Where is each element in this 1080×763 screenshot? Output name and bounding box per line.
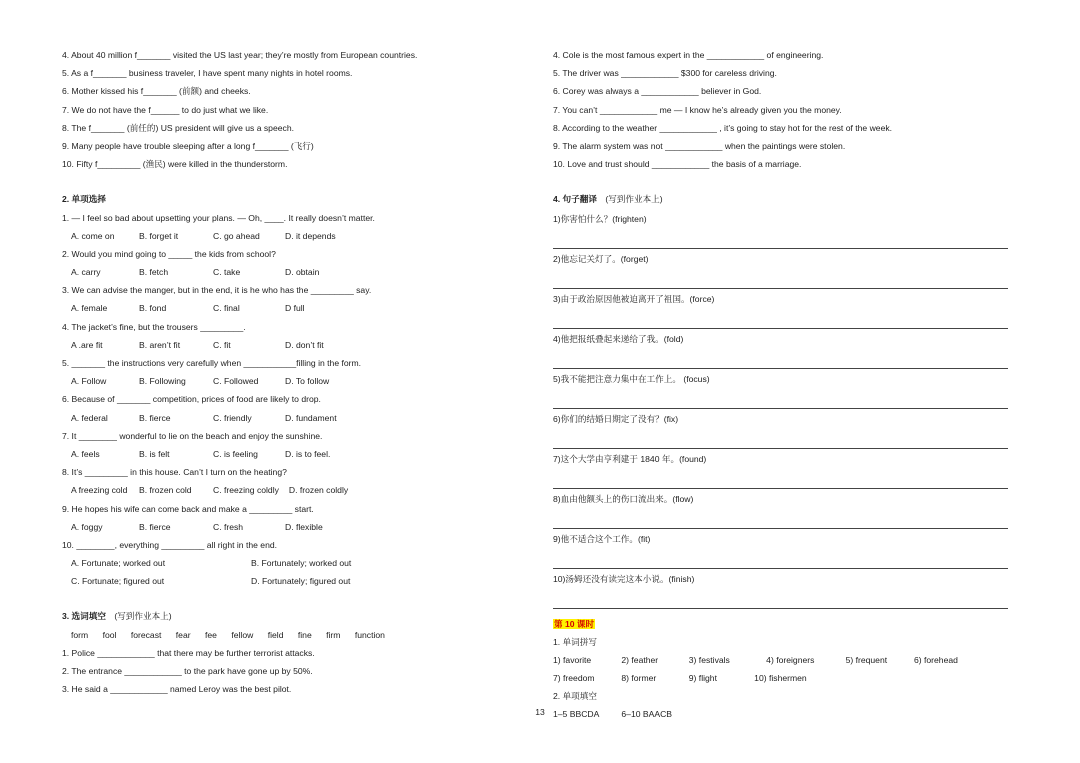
answer-item: 2) feather bbox=[621, 654, 659, 665]
section-title-text: 3. 选词填空 bbox=[62, 611, 106, 622]
list-item: 2. The entrance ____________ to the park have gone up by 50%. bbox=[62, 666, 313, 676]
answer-item: 10) fishermen bbox=[754, 673, 807, 684]
option-item: B. fetch bbox=[139, 267, 169, 278]
section-title-text: 4. 句子翻译 bbox=[553, 194, 597, 205]
question-item: 3. We can advise the manger, but in the end, it is he who has the _________ say. bbox=[62, 285, 372, 296]
list-item: 7. We do not have the f______ to do just what we like. bbox=[62, 104, 269, 115]
question-item: 1. — I feel so bad about upsetting your plans. — Oh, ____. It really doesn’t matter. bbox=[62, 212, 375, 223]
answer-item: 5) frequent bbox=[845, 654, 888, 665]
option-row bbox=[62, 481, 502, 499]
option-item: A. federal bbox=[71, 412, 108, 423]
option-item: C. friendly bbox=[213, 412, 252, 423]
answer-line bbox=[553, 510, 1008, 529]
option-item: B. frozen cold bbox=[139, 485, 192, 496]
option-item: A. female bbox=[71, 303, 108, 314]
option-item: D. Fortunately; figured out bbox=[251, 576, 351, 587]
option-row bbox=[62, 445, 502, 463]
translation-item: 9)他不适合这个工作。(fit) bbox=[553, 533, 651, 544]
page-number: 13 bbox=[535, 707, 545, 717]
option-item: B. fierce bbox=[139, 521, 171, 532]
list-item: 7. You can’t ____________ me — I know he’s already given you the money. bbox=[553, 104, 842, 115]
list-item: 4. About 40 million f_______ visited the US last year; they’re mostly from European countries. bbox=[62, 50, 418, 60]
option-item: B. forget it bbox=[139, 230, 179, 241]
translation-item: 8)血由他额头上的伤口流出来。(flow) bbox=[553, 493, 694, 504]
option-row bbox=[62, 409, 502, 427]
question-item: 2. Would you mind going to _____ the kids from school? bbox=[62, 248, 276, 259]
list-item: 10. Fifty f_________ (渔民) were killed in the thunderstorm. bbox=[62, 159, 288, 170]
option-item: D. obtain bbox=[285, 267, 320, 278]
question-item: 4. The jacket’s fine, but the trousers _________. bbox=[62, 321, 246, 332]
answer-part1-row1 bbox=[553, 651, 1008, 669]
option-item: C. fit bbox=[213, 339, 231, 350]
list-item: 5. The driver was ____________ $300 for careless driving. bbox=[553, 68, 777, 79]
multiple-choice-list bbox=[62, 209, 502, 591]
option-item: B. is felt bbox=[139, 448, 170, 459]
word-bank-item: fellow bbox=[231, 629, 254, 640]
option-item: A. Follow bbox=[71, 376, 107, 387]
answer-line bbox=[553, 310, 1008, 329]
list-item: 1. Police ____________ that there may be further terrorist attacks. bbox=[62, 647, 315, 658]
answer-line bbox=[553, 350, 1008, 369]
option-item: C. take bbox=[213, 267, 241, 278]
answer-item: 8) former bbox=[621, 673, 657, 684]
answer-part1-title: 1. 单词拼写 bbox=[553, 636, 597, 647]
section-title-word-fill bbox=[62, 607, 502, 625]
translation-item: 5)我不能把注意力集中在工作上。 (focus) bbox=[553, 373, 710, 384]
translation-item: 1)你害怕什么？(frighten) bbox=[553, 213, 647, 224]
word-bank-item: forecast bbox=[130, 629, 162, 640]
option-item: D. fundament bbox=[285, 412, 337, 423]
section-title-translation bbox=[553, 190, 1008, 208]
answer-item: 3) festivals bbox=[688, 654, 730, 665]
list-item: 6. Corey was always a ____________ believer in God. bbox=[553, 86, 762, 97]
answer-item: 4) foreigners bbox=[766, 654, 815, 665]
option-item: A. Fortunate; worked out bbox=[71, 558, 166, 569]
answer-lesson-title: 第 10 课时 bbox=[554, 618, 595, 629]
list-item: 8. The f_______ (前任的) US president will give us a speech. bbox=[62, 122, 294, 133]
option-item: A. carry bbox=[71, 267, 101, 278]
translation-item: 7)这个大学由亨利建于 1840 年。(found) bbox=[553, 453, 707, 464]
answer-item: 6) forehead bbox=[913, 654, 958, 665]
option-row bbox=[62, 336, 502, 354]
option-row bbox=[62, 518, 502, 536]
word-bank-item: firm bbox=[326, 629, 341, 640]
option-item: C. Followed bbox=[213, 376, 259, 387]
option-item: D. To follow bbox=[285, 376, 330, 387]
option-item: C. freezing coldly bbox=[213, 485, 279, 496]
question-item: 8. It’s _________ in this house. Can’t I turn on the heating? bbox=[62, 467, 287, 478]
option-item: D. don’t fit bbox=[285, 339, 324, 350]
translation-item: 2)他忘记关灯了。(forget) bbox=[553, 253, 649, 264]
word-bank-item: field bbox=[267, 629, 284, 640]
option-item: D. flexible bbox=[285, 521, 323, 532]
word-bank-item: fear bbox=[175, 629, 191, 640]
question-item: 9. He hopes his wife can come back and make a _________ start. bbox=[62, 503, 314, 514]
option-row bbox=[62, 572, 502, 590]
list-item: 8. According to the weather ____________ , it’s going to stay hot for the rest of the week. bbox=[553, 122, 893, 133]
question-item: 5. _______ the instructions very carefully when ___________filling in the form. bbox=[62, 358, 362, 368]
answer-line bbox=[553, 390, 1008, 409]
list-item: 9. The alarm system was not ____________ when the paintings were stolen. bbox=[553, 140, 846, 151]
option-item: A. come on bbox=[71, 230, 115, 241]
option-row bbox=[62, 372, 502, 390]
answer-line bbox=[553, 230, 1008, 249]
answer-line bbox=[553, 590, 1008, 609]
option-item: D. it depends bbox=[285, 230, 336, 241]
translation-item: 3)由于政治原因他被迫离开了祖国。(force) bbox=[553, 293, 715, 304]
answer-line bbox=[553, 270, 1008, 289]
list-item: 4. Cole is the most famous expert in the ____________ of engineering. bbox=[553, 50, 824, 60]
section-title-multiple-choice: 2. 单项选择 bbox=[62, 194, 106, 205]
option-row bbox=[62, 299, 502, 317]
option-item: B. aren’t fit bbox=[139, 339, 181, 350]
option-item: A. feels bbox=[71, 448, 100, 459]
translation-item: 6)你们的结婚日期定了没有？(fix) bbox=[553, 413, 679, 424]
option-item: B. Fortunately; worked out bbox=[251, 558, 352, 569]
option-item: D. frozen coldly bbox=[288, 485, 349, 496]
question-item: 6. Because of _______ competition, prices of food are likely to drop. bbox=[62, 394, 321, 405]
option-row bbox=[62, 554, 502, 572]
right-column bbox=[553, 46, 1008, 724]
word-bank-item: fine bbox=[297, 629, 312, 640]
answer-item: 7) freedom bbox=[553, 673, 595, 684]
word-bank-item: function bbox=[354, 629, 385, 640]
section-title-note: (写到作业本上) bbox=[605, 194, 663, 205]
answer-lesson-title-row bbox=[553, 615, 1008, 633]
translation-item: 10)汤姆还没有读完这本小说。(finish) bbox=[553, 573, 695, 584]
option-item: C. fresh bbox=[213, 521, 244, 532]
option-item: A .are fit bbox=[71, 339, 103, 350]
answer-line bbox=[553, 470, 1008, 489]
answer-part2-row bbox=[553, 705, 1008, 723]
option-item: B. fierce bbox=[139, 412, 171, 423]
option-row bbox=[62, 263, 502, 281]
option-row bbox=[62, 227, 502, 245]
question-item: 7. It ________ wonderful to lie on the beach and enjoy the sunshine. bbox=[62, 430, 323, 441]
option-item: C. is feeling bbox=[213, 448, 258, 459]
word-bank bbox=[62, 626, 502, 644]
list-item: 9. Many people have trouble sleeping after a long f_______ (飞行) bbox=[62, 140, 314, 151]
left-column bbox=[62, 46, 502, 698]
answer-part1-row2 bbox=[553, 669, 1008, 687]
answer-part2-title: 2. 单项填空 bbox=[553, 691, 597, 702]
fill-continued-list bbox=[62, 46, 502, 173]
option-item: C. final bbox=[213, 303, 240, 314]
answer-line bbox=[553, 550, 1008, 569]
answer-item: 6–10 BAACB bbox=[621, 709, 673, 720]
answer-item: 1–5 BBCDA bbox=[553, 709, 600, 720]
list-item: 3. He said a ____________ named Leroy was the best pilot. bbox=[62, 684, 292, 695]
answer-item: 1) favorite bbox=[553, 654, 592, 665]
word-bank-item: form bbox=[71, 629, 89, 640]
option-item: B. fond bbox=[139, 303, 167, 314]
option-item: A. foggy bbox=[71, 521, 103, 532]
question-item: 10. ________, everything _________ all right in the end. bbox=[62, 539, 278, 550]
option-item: D full bbox=[285, 303, 305, 314]
option-item: C. Fortunate; figured out bbox=[71, 576, 165, 587]
section-title-note: (写到作业本上) bbox=[114, 611, 172, 622]
list-item: 10. Love and trust should ____________ the basis of a marriage. bbox=[553, 159, 802, 170]
word-bank-item: fee bbox=[205, 629, 217, 640]
option-item: A freezing cold bbox=[71, 485, 128, 496]
answer-line bbox=[553, 430, 1008, 449]
list-item: 5. As a f_______ business traveler, I have spent many nights in hotel rooms. bbox=[62, 68, 353, 79]
word-bank-item: fool bbox=[102, 629, 117, 640]
answer-item: 9) flight bbox=[688, 673, 717, 684]
option-item: C. go ahead bbox=[213, 230, 260, 241]
word-fill-continued-list bbox=[553, 46, 1008, 173]
option-item: B. Following bbox=[139, 376, 186, 387]
translation-item: 4)他把报纸叠起来递给了我。(fold) bbox=[553, 333, 684, 344]
translation-list bbox=[553, 209, 1008, 609]
list-item: 6. Mother kissed his f_______ (前额) and cheeks. bbox=[62, 86, 251, 97]
option-item: D. is to feel. bbox=[285, 448, 331, 459]
